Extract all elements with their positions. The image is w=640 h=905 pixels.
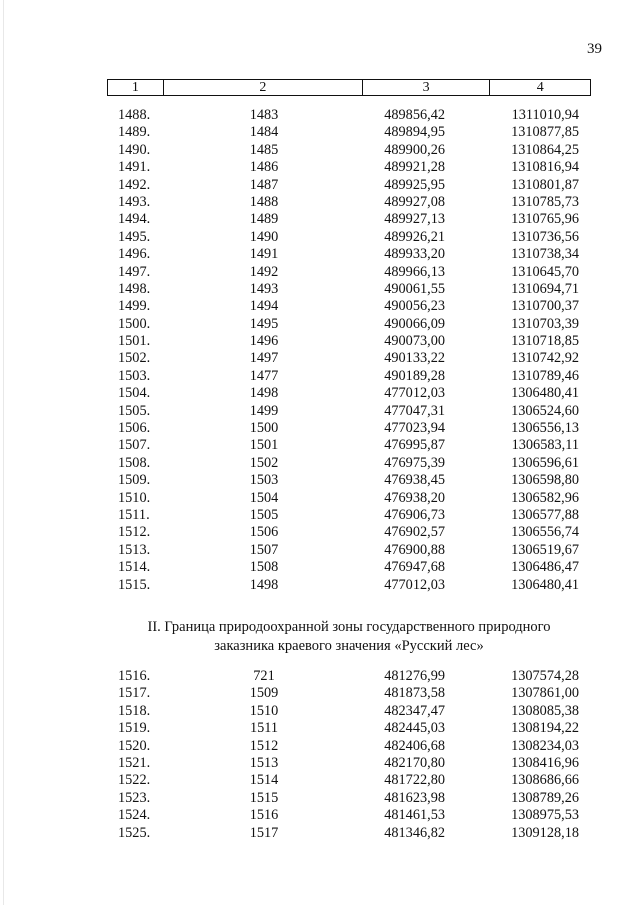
coordinate-y: 1308234,03 bbox=[511, 737, 579, 754]
coordinate-x: 490189,28 bbox=[384, 367, 445, 384]
table-row bbox=[107, 685, 591, 702]
coordinate-x: 476906,73 bbox=[384, 506, 445, 523]
coordinate-y: 1308789,26 bbox=[511, 789, 579, 806]
coordinate-x: 477047,31 bbox=[384, 402, 445, 419]
point-number: 1512 bbox=[249, 737, 279, 754]
coordinate-x: 490061,55 bbox=[384, 280, 445, 297]
table-row bbox=[107, 455, 591, 472]
coordinate-x: 481722,80 bbox=[384, 772, 445, 789]
point-number: 1493 bbox=[249, 280, 279, 297]
table-row bbox=[107, 368, 591, 385]
row-number: 1511. bbox=[118, 506, 150, 523]
coordinate-y: 1306519,67 bbox=[511, 541, 579, 558]
table-row bbox=[107, 507, 591, 524]
header-col-3: 3 bbox=[363, 80, 490, 95]
coordinate-x: 482445,03 bbox=[384, 720, 445, 737]
row-number: 1506. bbox=[118, 420, 151, 437]
point-number: 1490 bbox=[249, 228, 279, 245]
coordinate-x: 490133,22 bbox=[384, 350, 445, 367]
coordinate-y: 1306556,74 bbox=[511, 524, 579, 541]
coordinate-y: 1308686,66 bbox=[511, 772, 579, 789]
table-row bbox=[107, 333, 591, 350]
point-number: 1495 bbox=[249, 315, 279, 332]
row-number: 1517. bbox=[118, 685, 151, 702]
coordinate-x: 476947,68 bbox=[384, 559, 445, 576]
table-row bbox=[107, 211, 591, 228]
coordinate-x: 489921,28 bbox=[384, 159, 445, 176]
coordinate-x: 489925,95 bbox=[384, 176, 445, 193]
point-number: 1514 bbox=[249, 772, 279, 789]
point-number: 1510 bbox=[249, 702, 279, 719]
coordinate-x: 482347,47 bbox=[384, 702, 445, 719]
table-row bbox=[107, 385, 591, 402]
table-row bbox=[107, 542, 591, 559]
row-number: 1525. bbox=[118, 824, 151, 841]
point-number: 1515 bbox=[249, 789, 279, 806]
table-row bbox=[107, 807, 591, 824]
point-number: 1489 bbox=[249, 211, 279, 228]
coordinate-y: 1310801,87 bbox=[511, 176, 579, 193]
coordinate-x: 489927,13 bbox=[384, 211, 445, 228]
point-number: 1513 bbox=[249, 754, 279, 771]
row-number: 1494. bbox=[118, 211, 151, 228]
row-number: 1516. bbox=[118, 668, 151, 684]
point-number: 1502 bbox=[249, 454, 279, 471]
coordinate-x: 482406,68 bbox=[384, 737, 445, 754]
coordinate-x: 476938,45 bbox=[384, 472, 445, 489]
row-number: 1496. bbox=[118, 246, 151, 263]
row-number: 1518. bbox=[118, 702, 151, 719]
coordinate-x: 476995,87 bbox=[384, 437, 445, 454]
section-title bbox=[107, 618, 591, 656]
coordinate-y: 1310864,25 bbox=[511, 141, 579, 158]
coordinate-y: 1307574,28 bbox=[511, 668, 579, 684]
row-number: 1489. bbox=[118, 124, 151, 141]
row-number: 1507. bbox=[118, 437, 151, 454]
coordinate-x: 477012,03 bbox=[384, 385, 445, 402]
table-row bbox=[107, 194, 591, 211]
table-header bbox=[107, 79, 591, 96]
coordinate-x: 489856,42 bbox=[384, 107, 445, 123]
table-row bbox=[107, 229, 591, 246]
table-row bbox=[107, 738, 591, 755]
section-title-line-2: заказника краевого значения «Русский лес» bbox=[214, 638, 484, 654]
table-row bbox=[107, 720, 591, 737]
coordinate-x: 489926,21 bbox=[384, 228, 445, 245]
coordinate-x: 489894,95 bbox=[384, 124, 445, 141]
point-number: 1492 bbox=[249, 263, 279, 280]
point-number: 1498 bbox=[249, 576, 279, 593]
coordinate-x: 481873,58 bbox=[384, 685, 445, 702]
coordinate-y: 1306556,13 bbox=[511, 420, 579, 437]
coordinate-y: 1310645,70 bbox=[511, 263, 579, 280]
table-row bbox=[107, 403, 591, 420]
point-number: 1498 bbox=[249, 385, 279, 402]
coordinate-x: 490073,00 bbox=[384, 333, 445, 350]
table-row bbox=[107, 559, 591, 576]
coordinate-x: 489900,26 bbox=[384, 141, 445, 158]
point-number: 1496 bbox=[249, 333, 279, 350]
table-row bbox=[107, 703, 591, 720]
coordinate-x: 490066,09 bbox=[384, 315, 445, 332]
row-number: 1514. bbox=[118, 559, 151, 576]
row-number: 1501. bbox=[118, 333, 151, 350]
table-row bbox=[107, 772, 591, 789]
table-row bbox=[107, 246, 591, 263]
coordinates-table-1 bbox=[107, 107, 591, 594]
row-number: 1502. bbox=[118, 350, 151, 367]
coordinate-x: 481346,82 bbox=[384, 824, 445, 841]
coordinate-y: 1306582,96 bbox=[511, 489, 579, 506]
point-number: 1499 bbox=[249, 402, 279, 419]
coordinate-y: 1310789,46 bbox=[511, 367, 579, 384]
coordinate-y: 1310694,71 bbox=[511, 280, 579, 297]
row-number: 1491. bbox=[118, 159, 151, 176]
coordinate-x: 490056,23 bbox=[384, 298, 445, 315]
table-row bbox=[107, 350, 591, 367]
row-number: 1508. bbox=[118, 454, 151, 471]
coordinate-x: 476902,57 bbox=[384, 524, 445, 541]
row-number: 1499. bbox=[118, 298, 151, 315]
table-row bbox=[107, 755, 591, 772]
point-number: 1504 bbox=[249, 489, 279, 506]
point-number: 1484 bbox=[249, 124, 279, 141]
coordinate-y: 1308085,38 bbox=[511, 702, 579, 719]
coordinate-y: 1310703,39 bbox=[511, 315, 579, 332]
coordinate-x: 489933,20 bbox=[384, 246, 445, 263]
coordinate-y: 1308975,53 bbox=[511, 807, 579, 824]
table-row bbox=[107, 264, 591, 281]
row-number: 1520. bbox=[118, 737, 151, 754]
table-row bbox=[107, 298, 591, 315]
coordinate-y: 1310816,94 bbox=[511, 159, 579, 176]
point-number: 1485 bbox=[249, 141, 279, 158]
point-number: 1509 bbox=[249, 685, 279, 702]
table-row bbox=[107, 524, 591, 541]
coordinate-x: 489966,13 bbox=[384, 263, 445, 280]
row-number: 1495. bbox=[118, 228, 151, 245]
table-row bbox=[107, 281, 591, 298]
point-number: 1511 bbox=[249, 720, 279, 737]
row-number: 1519. bbox=[118, 720, 151, 737]
coordinate-x: 481276,99 bbox=[384, 668, 445, 684]
coordinate-x: 482170,80 bbox=[384, 754, 445, 771]
coordinate-x: 476900,88 bbox=[384, 541, 445, 558]
header-col-4: 4 bbox=[536, 80, 544, 95]
row-number: 1492. bbox=[118, 176, 151, 193]
row-number: 1522. bbox=[118, 772, 151, 789]
table-row bbox=[107, 490, 591, 507]
row-number: 1524. bbox=[118, 807, 151, 824]
point-number: 1503 bbox=[249, 472, 279, 489]
table-row bbox=[107, 124, 591, 141]
point-number: 1486 bbox=[249, 159, 279, 176]
coordinates-table-2 bbox=[107, 668, 591, 842]
table-row bbox=[107, 668, 591, 685]
table-row bbox=[107, 825, 591, 842]
coordinate-y: 1310785,73 bbox=[511, 193, 579, 210]
table-row bbox=[107, 316, 591, 333]
row-number: 1490. bbox=[118, 141, 151, 158]
coordinate-y: 1310742,92 bbox=[511, 350, 579, 367]
coordinate-y: 1309128,18 bbox=[511, 824, 579, 841]
coordinate-x: 476938,20 bbox=[384, 489, 445, 506]
row-number: 1512. bbox=[118, 524, 151, 541]
header-col-1: 1 bbox=[108, 80, 164, 95]
point-number: 1500 bbox=[249, 420, 279, 437]
point-number: 1488 bbox=[249, 193, 279, 210]
row-number: 1497. bbox=[118, 263, 151, 280]
row-number: 1498. bbox=[118, 280, 151, 297]
coordinate-x: 477012,03 bbox=[384, 576, 445, 593]
section-title-line-1: II. Граница природоохранной зоны государственного природного bbox=[147, 619, 551, 635]
row-number: 1500. bbox=[118, 315, 151, 332]
coordinate-y: 1310765,96 bbox=[511, 211, 579, 228]
row-number: 1521. bbox=[118, 754, 151, 771]
coordinate-y: 1311010,94 bbox=[511, 107, 579, 123]
coordinate-y: 1310700,37 bbox=[511, 298, 579, 315]
point-number: 1501 bbox=[249, 437, 279, 454]
margin-rule bbox=[3, 0, 4, 905]
point-number: 1505 bbox=[249, 506, 279, 523]
row-number: 1513. bbox=[118, 541, 151, 558]
coordinate-y: 1306480,41 bbox=[511, 385, 579, 402]
point-number: 1497 bbox=[249, 350, 279, 367]
table-row bbox=[107, 790, 591, 807]
row-number: 1493. bbox=[118, 193, 151, 210]
row-number: 1515. bbox=[118, 576, 151, 593]
coordinate-y: 1306598,80 bbox=[511, 472, 579, 489]
point-number: 1508 bbox=[249, 559, 279, 576]
point-number: 1516 bbox=[249, 807, 279, 824]
table-row bbox=[107, 577, 591, 594]
coordinate-x: 489927,08 bbox=[384, 193, 445, 210]
row-number: 1488. bbox=[118, 107, 151, 123]
coordinate-y: 1306577,88 bbox=[511, 506, 579, 523]
point-number: 1494 bbox=[249, 298, 279, 315]
coordinate-y: 1310877,85 bbox=[511, 124, 579, 141]
table-row bbox=[107, 177, 591, 194]
table-row bbox=[107, 107, 591, 124]
point-number: 1506 bbox=[249, 524, 279, 541]
coordinate-y: 1308416,96 bbox=[511, 754, 579, 771]
coordinate-x: 476975,39 bbox=[384, 454, 445, 471]
row-number: 1505. bbox=[118, 402, 151, 419]
point-number: 1491 bbox=[249, 246, 279, 263]
table-row bbox=[107, 159, 591, 176]
table-row bbox=[107, 437, 591, 454]
table-row bbox=[107, 472, 591, 489]
point-number: 1507 bbox=[249, 541, 279, 558]
point-number: 721 bbox=[253, 668, 275, 684]
coordinate-x: 481461,53 bbox=[384, 807, 445, 824]
table-row bbox=[107, 142, 591, 159]
coordinate-y: 1306486,47 bbox=[511, 559, 579, 576]
row-number: 1510. bbox=[118, 489, 151, 506]
point-number: 1477 bbox=[249, 367, 279, 384]
coordinate-y: 1306524,60 bbox=[511, 402, 579, 419]
row-number: 1503. bbox=[118, 367, 151, 384]
coordinate-y: 1310718,85 bbox=[511, 333, 579, 350]
header-col-2: 2 bbox=[164, 80, 363, 95]
coordinate-y: 1310738,34 bbox=[511, 246, 579, 263]
coordinate-y: 1308194,22 bbox=[511, 720, 579, 737]
row-number: 1523. bbox=[118, 789, 151, 806]
coordinate-y: 1306480,41 bbox=[511, 576, 579, 593]
coordinate-x: 477023,94 bbox=[384, 420, 445, 437]
point-number: 1483 bbox=[249, 107, 279, 123]
coordinate-x: 481623,98 bbox=[384, 789, 445, 806]
coordinate-y: 1306583,11 bbox=[511, 437, 579, 454]
table-row bbox=[107, 420, 591, 437]
point-number: 1487 bbox=[249, 176, 279, 193]
page-number: 39 bbox=[587, 41, 602, 57]
point-number: 1517 bbox=[249, 824, 279, 841]
coordinate-y: 1306596,61 bbox=[511, 454, 579, 471]
row-number: 1509. bbox=[118, 472, 151, 489]
coordinate-y: 1310736,56 bbox=[511, 228, 579, 245]
row-number: 1504. bbox=[118, 385, 151, 402]
coordinate-y: 1307861,00 bbox=[511, 685, 579, 702]
